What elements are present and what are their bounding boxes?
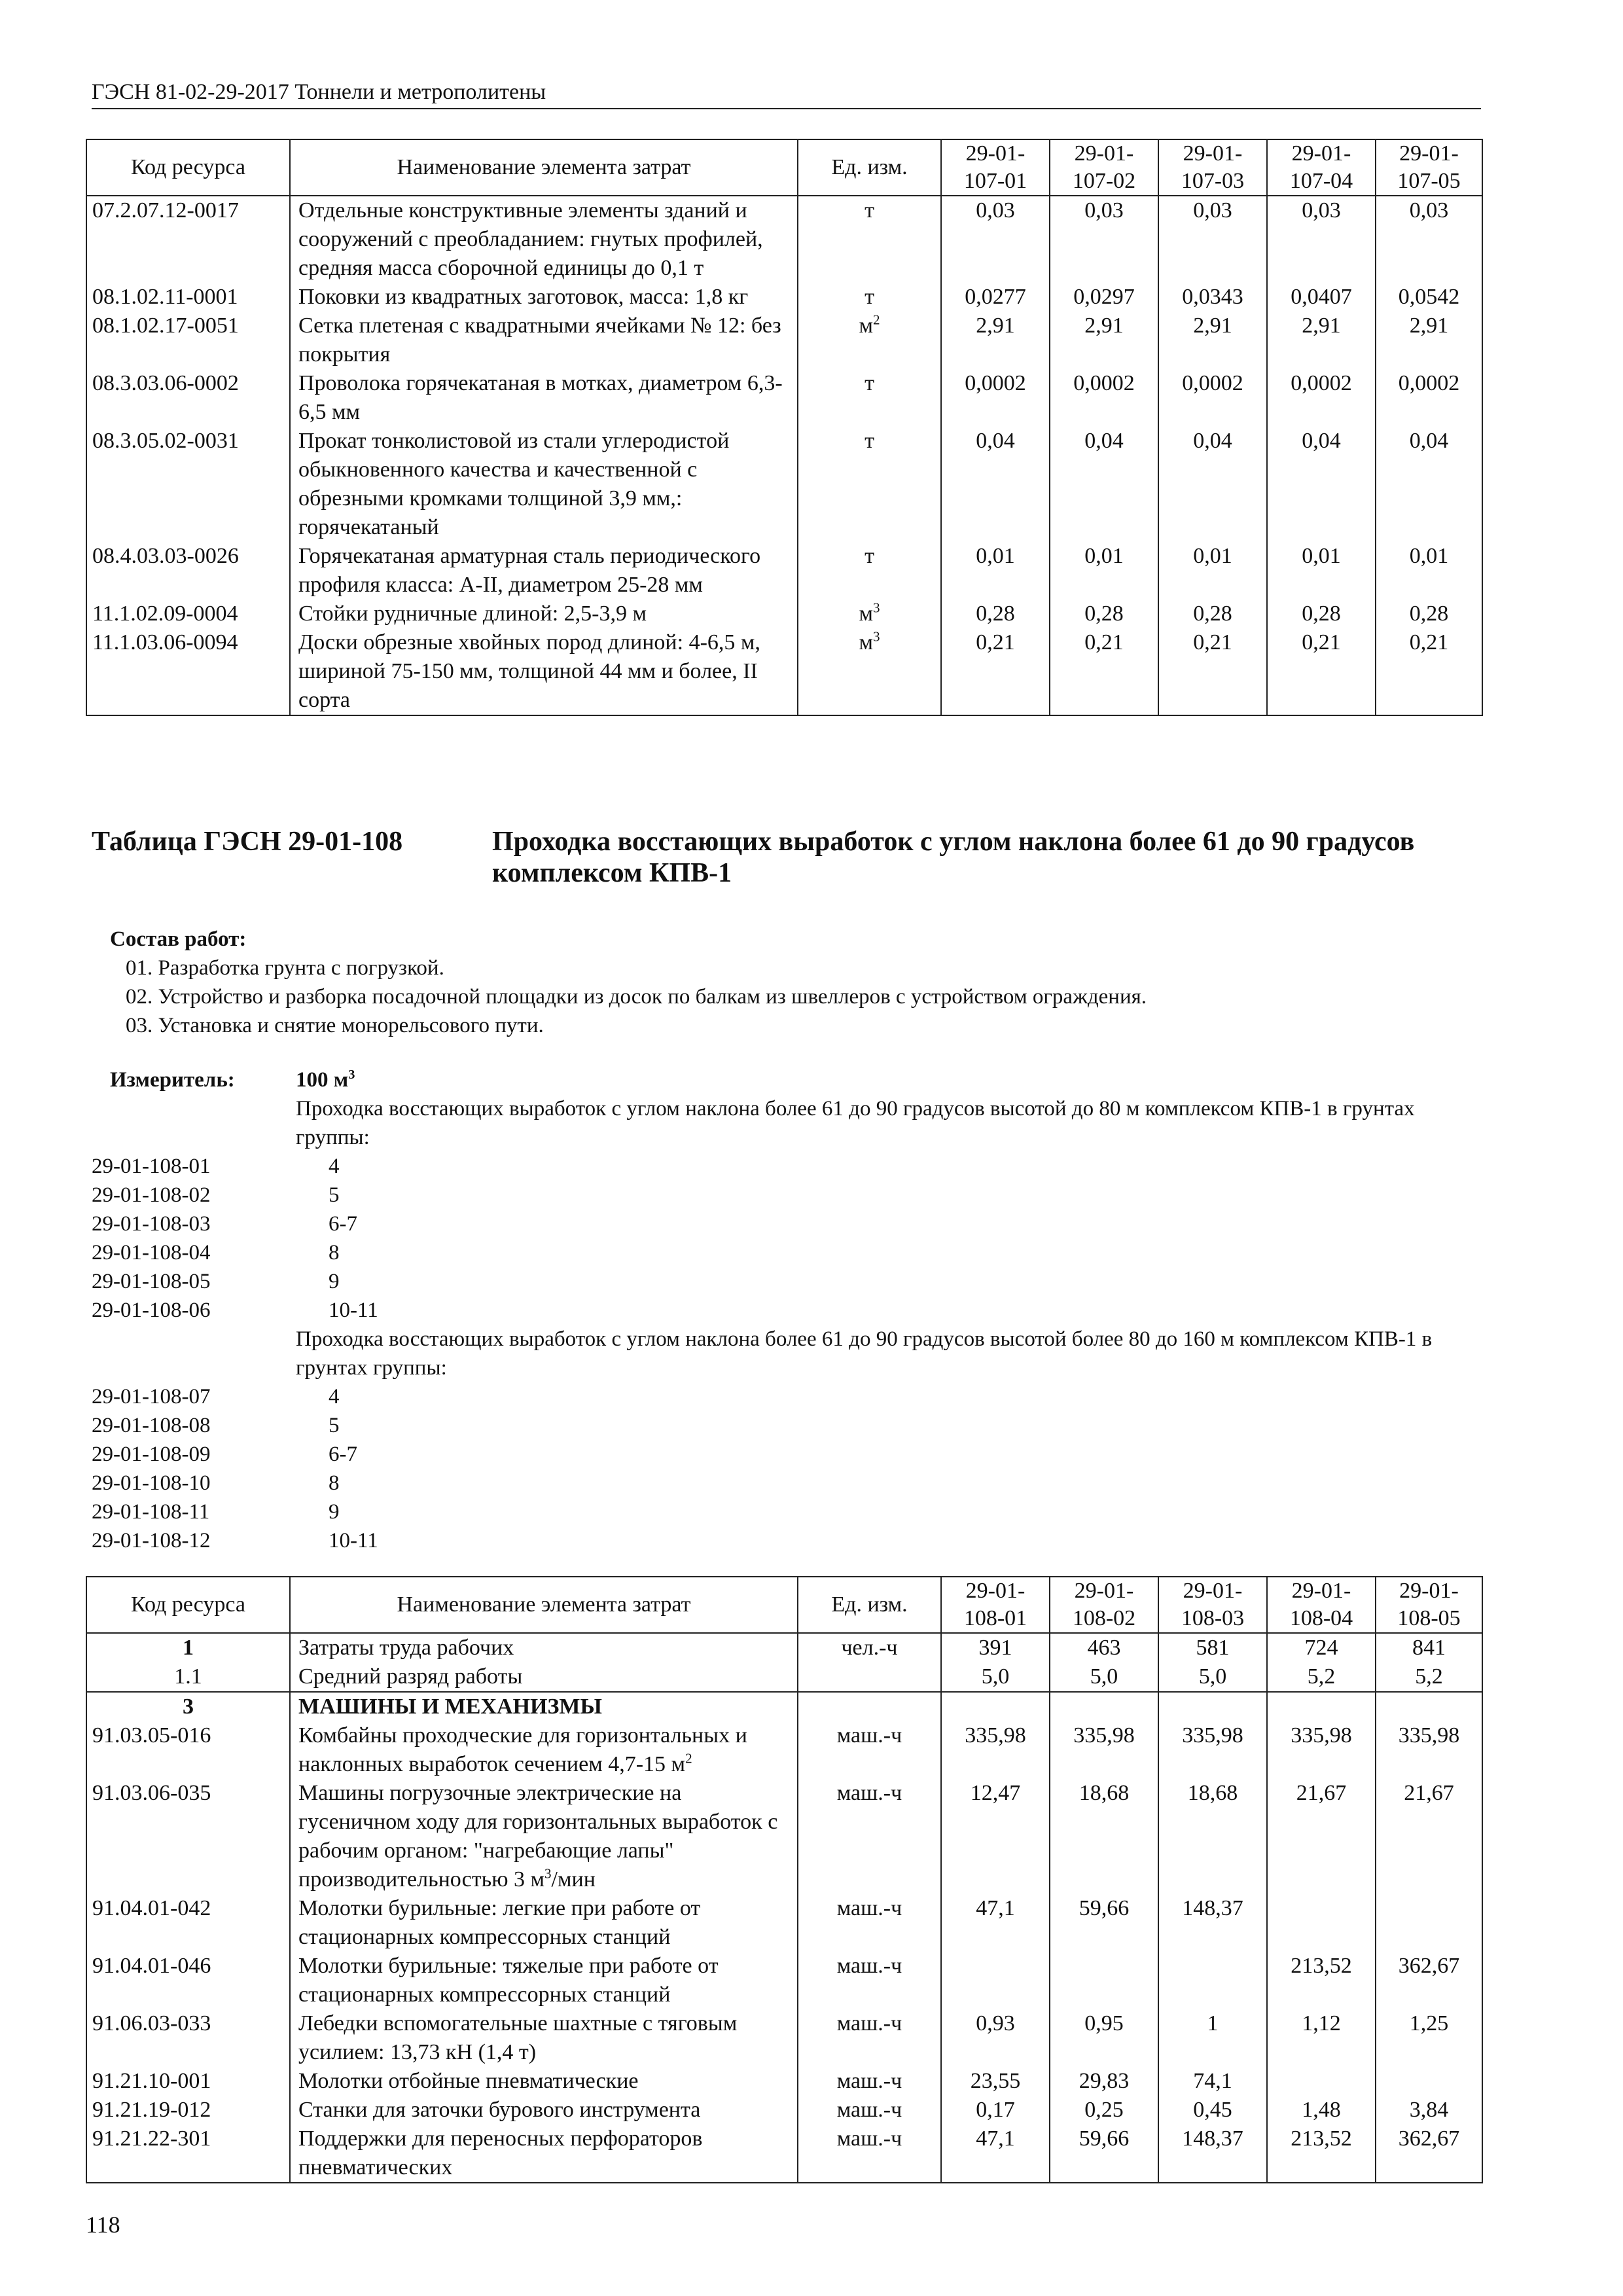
soil-group: 4 — [329, 1385, 340, 1408]
unit: маш.-ч — [798, 1894, 941, 1952]
norm-value: 148,37 — [1158, 2125, 1267, 2183]
resource-code: 91.21.22-301 — [86, 2125, 290, 2183]
norm-value: 0,0343 — [1158, 283, 1267, 312]
norm-code: 29-01-108-03 — [92, 1212, 211, 1236]
column-header: 29-01- 108-05 — [1376, 1577, 1482, 1633]
table-row — [86, 1779, 1482, 1894]
work-composition — [110, 925, 1147, 1040]
norm-value — [1158, 1952, 1267, 2009]
norm-value: 1,48 — [1267, 2096, 1376, 2125]
norm-value: 463 — [1050, 1633, 1158, 1662]
meter-label: Измеритель: — [110, 1068, 235, 1092]
norm-value: 0,95 — [1050, 2009, 1158, 2067]
resource-code: 08.3.05.02-0031 — [86, 427, 290, 542]
norm-value: 0,21 — [1376, 628, 1482, 715]
norm-value — [1158, 1692, 1267, 1721]
composition-item: 02. Устройство и разборка посадочной площадки из досок по балкам из швеллеров с устройством ограждения. — [126, 985, 1147, 1009]
cost-element-name: Станки для заточки бурового инструмента — [290, 2096, 798, 2125]
norm-value: 29,83 — [1050, 2067, 1158, 2096]
column-header: 29-01- 108-04 — [1267, 1577, 1376, 1633]
cost-element-name: Поддержки для переносных перфораторов пневматических — [290, 2125, 798, 2183]
cost-element-name: Сетка плетеная с квадратными ячейками № 12: без покрытия — [290, 312, 798, 369]
norm-value: 724 — [1267, 1633, 1376, 1662]
column-header: 29-01- 108-01 — [941, 1577, 1050, 1633]
norm-value: 0,0002 — [1267, 369, 1376, 427]
resource-code: 91.03.05-016 — [86, 1721, 290, 1779]
column-header: 29-01- 107-05 — [1376, 139, 1482, 196]
meter-value: 100 $м^3$ — [296, 1067, 355, 1092]
norm-value: 335,98 — [1158, 1721, 1267, 1779]
norm-value: 581 — [1158, 1633, 1267, 1662]
norm-value: 23,55 — [941, 2067, 1050, 2096]
norm-value — [1267, 1894, 1376, 1952]
column-header: 29-01- 107-01 — [941, 139, 1050, 196]
table-number: Таблица ГЭСН 29-01-108 — [92, 827, 403, 857]
unit: маш.-ч — [798, 2067, 941, 2096]
soil-group: 5 — [329, 1183, 340, 1207]
column-header: Ед. изм. — [798, 139, 941, 196]
table-row — [86, 628, 1482, 715]
norm-code: 29-01-108-02 — [92, 1183, 211, 1207]
norm-value: 0,28 — [1267, 600, 1376, 628]
norm-value: 18,68 — [1158, 1779, 1267, 1894]
table-row — [86, 2009, 1482, 2067]
cost-element-name: Поковки из квадратных заготовок, масса: 1,8 кг — [290, 283, 798, 312]
norm-value: 335,98 — [1267, 1721, 1376, 1779]
column-header: Ед. изм. — [798, 1577, 941, 1633]
norm-value: 841 — [1376, 1633, 1482, 1662]
norm-value — [941, 1692, 1050, 1721]
cost-element-name: Прокат тонколистовой из стали углеродистой обыкновенного качества и качественной с обрезными кромками толщиной 3,9 мм,: горячекатаный — [290, 427, 798, 542]
norm-value: 0,0407 — [1267, 283, 1376, 312]
norm-code-row — [92, 1526, 1479, 1555]
table-title: Проходка восстающих выработок с углом наклона более 61 до 90 градусов комплексом КПВ-1 — [492, 827, 1415, 888]
norm-code: 29-01-108-01 — [92, 1155, 211, 1178]
column-header: Код ресурса — [86, 1577, 290, 1633]
meter-row — [92, 1066, 1479, 1094]
norm-code-row — [92, 1382, 1479, 1411]
unit: т — [798, 542, 941, 600]
norm-value: 0,01 — [1050, 542, 1158, 600]
norm-code-row — [92, 1152, 1479, 1181]
meter-block — [92, 1066, 1479, 1555]
unit: $м^3$ — [798, 600, 941, 628]
norm-value: 0,0297 — [1050, 283, 1158, 312]
cost-element-name: Стойки рудничные длиной: 2,5-3,9 м — [290, 600, 798, 628]
table-row — [86, 2125, 1482, 2183]
table-row — [86, 283, 1482, 312]
unit: маш.-ч — [798, 1779, 941, 1894]
norm-value: 0,25 — [1050, 2096, 1158, 2125]
soil-group: 8 — [329, 1471, 340, 1495]
norm-code-row — [92, 1181, 1479, 1210]
norm-value: 0,04 — [1158, 427, 1267, 542]
resource-table-108 — [86, 1576, 1483, 2183]
table-row — [86, 1692, 1482, 1721]
unit: маш.-ч — [798, 2096, 941, 2125]
norm-value — [941, 1952, 1050, 2009]
resource-code: 07.2.07.12-0017 — [86, 196, 290, 283]
norm-value: 0,01 — [1158, 542, 1267, 600]
cost-element-name: Молотки бурильные: тяжелые при работе от стационарных компрессорных станций — [290, 1952, 798, 2009]
norm-value: 3,84 — [1376, 2096, 1482, 2125]
norm-value: 18,68 — [1050, 1779, 1158, 1894]
norm-value — [1376, 1692, 1482, 1721]
norm-value: 2,91 — [941, 312, 1050, 369]
column-header: 29-01- 107-04 — [1267, 139, 1376, 196]
resource-code: 1.1 — [86, 1662, 290, 1692]
page-number: 118 — [86, 2212, 120, 2238]
table-row — [86, 369, 1482, 427]
resource-code: 3 — [86, 1692, 290, 1721]
table-row — [86, 1662, 1482, 1692]
norm-code: 29-01-108-05 — [92, 1270, 211, 1293]
norm-value: 0,0002 — [1158, 369, 1267, 427]
table-row — [86, 1952, 1482, 2009]
norm-code-row — [92, 1498, 1479, 1526]
norm-value: 0,0002 — [1050, 369, 1158, 427]
resource-code: 91.04.01-042 — [86, 1894, 290, 1952]
cost-element-name: Молотки бурильные: легкие при работе от стационарных компрессорных станций — [290, 1894, 798, 1952]
cost-element-name: Машины погрузочные электрические на гусеничном ходу для горизонтальных выработок с рабочим органом: "нагребающие лапы" производительностью 3 $м^3$/мин — [290, 1779, 798, 1894]
soil-group: 6-7 — [329, 1443, 357, 1466]
column-header: 29-01- 108-03 — [1158, 1577, 1267, 1633]
soil-group: 9 — [329, 1500, 340, 1524]
table-row — [86, 312, 1482, 369]
resource-code: 91.21.10-001 — [86, 2067, 290, 2096]
norm-value: 0,01 — [1267, 542, 1376, 600]
soil-group: 8 — [329, 1241, 340, 1265]
norm-value: 2,91 — [1267, 312, 1376, 369]
running-header: ГЭСН 81-02-29-2017 Тоннели и метрополитены — [92, 80, 546, 104]
table-row — [86, 2067, 1482, 2096]
table-row — [86, 600, 1482, 628]
norm-value: 0,04 — [1376, 427, 1482, 542]
unit: маш.-ч — [798, 2009, 941, 2067]
norm-code-row — [92, 1469, 1479, 1498]
norm-value: 0,21 — [1158, 628, 1267, 715]
norm-value: 0,45 — [1158, 2096, 1267, 2125]
unit: маш.-ч — [798, 2125, 941, 2183]
norm-value: 0,03 — [1158, 196, 1267, 283]
unit: т — [798, 427, 941, 542]
norm-code-row — [92, 1296, 1479, 1325]
norm-value: 59,66 — [1050, 2125, 1158, 2183]
table-row — [86, 196, 1482, 283]
norm-code: 29-01-108-10 — [92, 1471, 211, 1495]
cost-element-name: Отдельные конструктивные элементы зданий и сооружений с преобладанием: гнутых профилей, средняя масса сборочной единицы до 0,1 т — [290, 196, 798, 283]
norm-value: 1,25 — [1376, 2009, 1482, 2067]
norm-value — [1376, 1894, 1482, 1952]
norm-value: 47,1 — [941, 1894, 1050, 1952]
norm-value — [1267, 2067, 1376, 2096]
norm-code: 29-01-108-09 — [92, 1443, 211, 1466]
cost-element-name: Молотки отбойные пневматические — [290, 2067, 798, 2096]
norm-value: 0,03 — [1267, 196, 1376, 283]
norm-value: 362,67 — [1376, 2125, 1482, 2183]
norm-value: 0,21 — [1267, 628, 1376, 715]
norm-code: 29-01-108-06 — [92, 1299, 211, 1322]
norm-value: 2,91 — [1158, 312, 1267, 369]
soil-group: 4 — [329, 1155, 340, 1178]
norm-value: 1 — [1158, 2009, 1267, 2067]
norm-code-row — [92, 1440, 1479, 1469]
column-header: Наименование элемента затрат — [290, 139, 798, 196]
norm-value: 21,67 — [1267, 1779, 1376, 1894]
norm-value: 0,03 — [1376, 196, 1482, 283]
norm-code: 29-01-108-07 — [92, 1385, 211, 1408]
soil-group: 9 — [329, 1270, 340, 1293]
norm-value: 335,98 — [941, 1721, 1050, 1779]
resource-code: 08.4.03.03-0026 — [86, 542, 290, 600]
norm-value: 0,21 — [941, 628, 1050, 715]
cost-element-name: Проволока горячекатаная в мотках, диаметром 6,3-6,5 мм — [290, 369, 798, 427]
cost-element-name: Затраты труда рабочих — [290, 1633, 798, 1662]
resource-code: 08.3.03.06-0002 — [86, 369, 290, 427]
norm-value: 0,04 — [1050, 427, 1158, 542]
soil-group: 5 — [329, 1414, 340, 1437]
unit — [798, 1662, 941, 1692]
norm-value: 391 — [941, 1633, 1050, 1662]
column-header: 29-01- 108-02 — [1050, 1577, 1158, 1633]
norm-value: 74,1 — [1158, 2067, 1267, 2096]
norm-value: 0,28 — [941, 600, 1050, 628]
norm-value — [1376, 2067, 1482, 2096]
norm-value: 335,98 — [1376, 1721, 1482, 1779]
norm-value: 0,0002 — [941, 369, 1050, 427]
norm-value: 5,0 — [1050, 1662, 1158, 1692]
table-row — [86, 427, 1482, 542]
table-row — [86, 1633, 1482, 1662]
unit: маш.-ч — [798, 1721, 941, 1779]
table-row — [86, 2096, 1482, 2125]
soil-group: 10-11 — [329, 1299, 378, 1322]
group2-description: Проходка восстающих выработок с углом наклона более 61 до 90 градусов высотой более 80 до 160 м комплексом КПВ-1 в грунтах группы: — [296, 1327, 1433, 1380]
resource-code: 91.21.19-012 — [86, 2096, 290, 2125]
norm-code-row — [92, 1267, 1479, 1296]
cost-element-name: Комбайны проходческие для горизонтальных и наклонных выработок сечением 4,7-15 $м^2$ — [290, 1721, 798, 1779]
table-row — [86, 1894, 1482, 1952]
norm-value: 0,0277 — [941, 283, 1050, 312]
norm-value: 2,91 — [1376, 312, 1482, 369]
cost-element-name: Доски обрезные хвойных пород длиной: 4-6,5 м, шириной 75-150 мм, толщиной 44 мм и более, II сорта — [290, 628, 798, 715]
soil-group: 10-11 — [329, 1529, 378, 1552]
column-header: 29-01- 107-03 — [1158, 139, 1267, 196]
norm-value: 0,01 — [941, 542, 1050, 600]
norm-code: 29-01-108-08 — [92, 1414, 211, 1437]
composition-item: 01. Разработка грунта с погрузкой. — [126, 956, 444, 980]
norm-code-row — [92, 1238, 1479, 1267]
unit: т — [798, 369, 941, 427]
norm-value: 12,47 — [941, 1779, 1050, 1894]
norm-value: 5,0 — [941, 1662, 1050, 1692]
unit: маш.-ч — [798, 1952, 941, 2009]
norm-value: 0,03 — [941, 196, 1050, 283]
resource-code: 91.03.06-035 — [86, 1779, 290, 1894]
norm-value: 0,01 — [1376, 542, 1482, 600]
resource-code: 08.1.02.11-0001 — [86, 283, 290, 312]
norm-code-row — [92, 1411, 1479, 1440]
resource-code: 11.1.03.06-0094 — [86, 628, 290, 715]
table-row — [86, 542, 1482, 600]
norm-value: 0,0002 — [1376, 369, 1482, 427]
norm-value: 213,52 — [1267, 1952, 1376, 2009]
norm-value — [1050, 1952, 1158, 2009]
unit: т — [798, 283, 941, 312]
norm-value: 5,2 — [1376, 1662, 1482, 1692]
norm-code: 29-01-108-12 — [92, 1529, 211, 1552]
norm-value: 148,37 — [1158, 1894, 1267, 1952]
norm-value — [1050, 1692, 1158, 1721]
resource-table-107 — [86, 139, 1483, 716]
norm-value: 0,04 — [1267, 427, 1376, 542]
norm-value: 0,93 — [941, 2009, 1050, 2067]
norm-value: 0,04 — [941, 427, 1050, 542]
table-header-row — [86, 1577, 1482, 1633]
norm-value: 5,2 — [1267, 1662, 1376, 1692]
norm-code: 29-01-108-04 — [92, 1241, 211, 1265]
norm-value: 0,17 — [941, 2096, 1050, 2125]
norm-value: 5,0 — [1158, 1662, 1267, 1692]
group1-description: Проходка восстающих выработок с углом наклона более 61 до 90 градусов высотой до 80 м комплексом КПВ-1 в грунтах группы: — [296, 1097, 1415, 1149]
norm-value: 362,67 — [1376, 1952, 1482, 2009]
resource-code: 1 — [86, 1633, 290, 1662]
norm-value: 2,91 — [1050, 312, 1158, 369]
soil-group: 6-7 — [329, 1212, 357, 1236]
norm-value: 47,1 — [941, 2125, 1050, 2183]
norm-value: 213,52 — [1267, 2125, 1376, 2183]
column-header: Наименование элемента затрат — [290, 1577, 798, 1633]
norm-code-row — [92, 1210, 1479, 1238]
norm-value: 1,12 — [1267, 2009, 1376, 2067]
norm-value: 0,0542 — [1376, 283, 1482, 312]
resource-code: 91.06.03-033 — [86, 2009, 290, 2067]
resource-code: 11.1.02.09-0004 — [86, 600, 290, 628]
cost-element-name: Горячекатаная арматурная сталь периодического профиля класса: А-II, диаметром 25-28 мм — [290, 542, 798, 600]
norm-value: 59,66 — [1050, 1894, 1158, 1952]
column-header: Код ресурса — [86, 139, 290, 196]
norm-value: 0,28 — [1158, 600, 1267, 628]
composition-item: 03. Установка и снятие монорельсового пути. — [126, 1014, 544, 1037]
table-row — [86, 1721, 1482, 1779]
norm-code: 29-01-108-11 — [92, 1500, 210, 1524]
composition-heading: Состав работ: — [110, 927, 247, 951]
norm-value: 0,03 — [1050, 196, 1158, 283]
header-rule — [92, 108, 1481, 109]
unit: $м^3$ — [798, 628, 941, 715]
column-header: 29-01- 107-02 — [1050, 139, 1158, 196]
norm-value: 0,28 — [1050, 600, 1158, 628]
norm-value: 21,67 — [1376, 1779, 1482, 1894]
unit: т — [798, 196, 941, 283]
unit: чел.-ч — [798, 1633, 941, 1662]
cost-element-name: МАШИНЫ И МЕХАНИЗМЫ — [290, 1692, 798, 1721]
resource-code: 91.04.01-046 — [86, 1952, 290, 2009]
unit — [798, 1692, 941, 1721]
norm-value — [1267, 1692, 1376, 1721]
resource-code: 08.1.02.17-0051 — [86, 312, 290, 369]
cost-element-name: Лебедки вспомогательные шахтные с тяговым усилием: 13,73 кН (1,4 т) — [290, 2009, 798, 2067]
unit: $м^2$ — [798, 312, 941, 369]
table-header-row — [86, 139, 1482, 196]
cost-element-name: Средний разряд работы — [290, 1662, 798, 1692]
norm-value: 0,21 — [1050, 628, 1158, 715]
norm-value: 335,98 — [1050, 1721, 1158, 1779]
norm-value: 0,28 — [1376, 600, 1482, 628]
